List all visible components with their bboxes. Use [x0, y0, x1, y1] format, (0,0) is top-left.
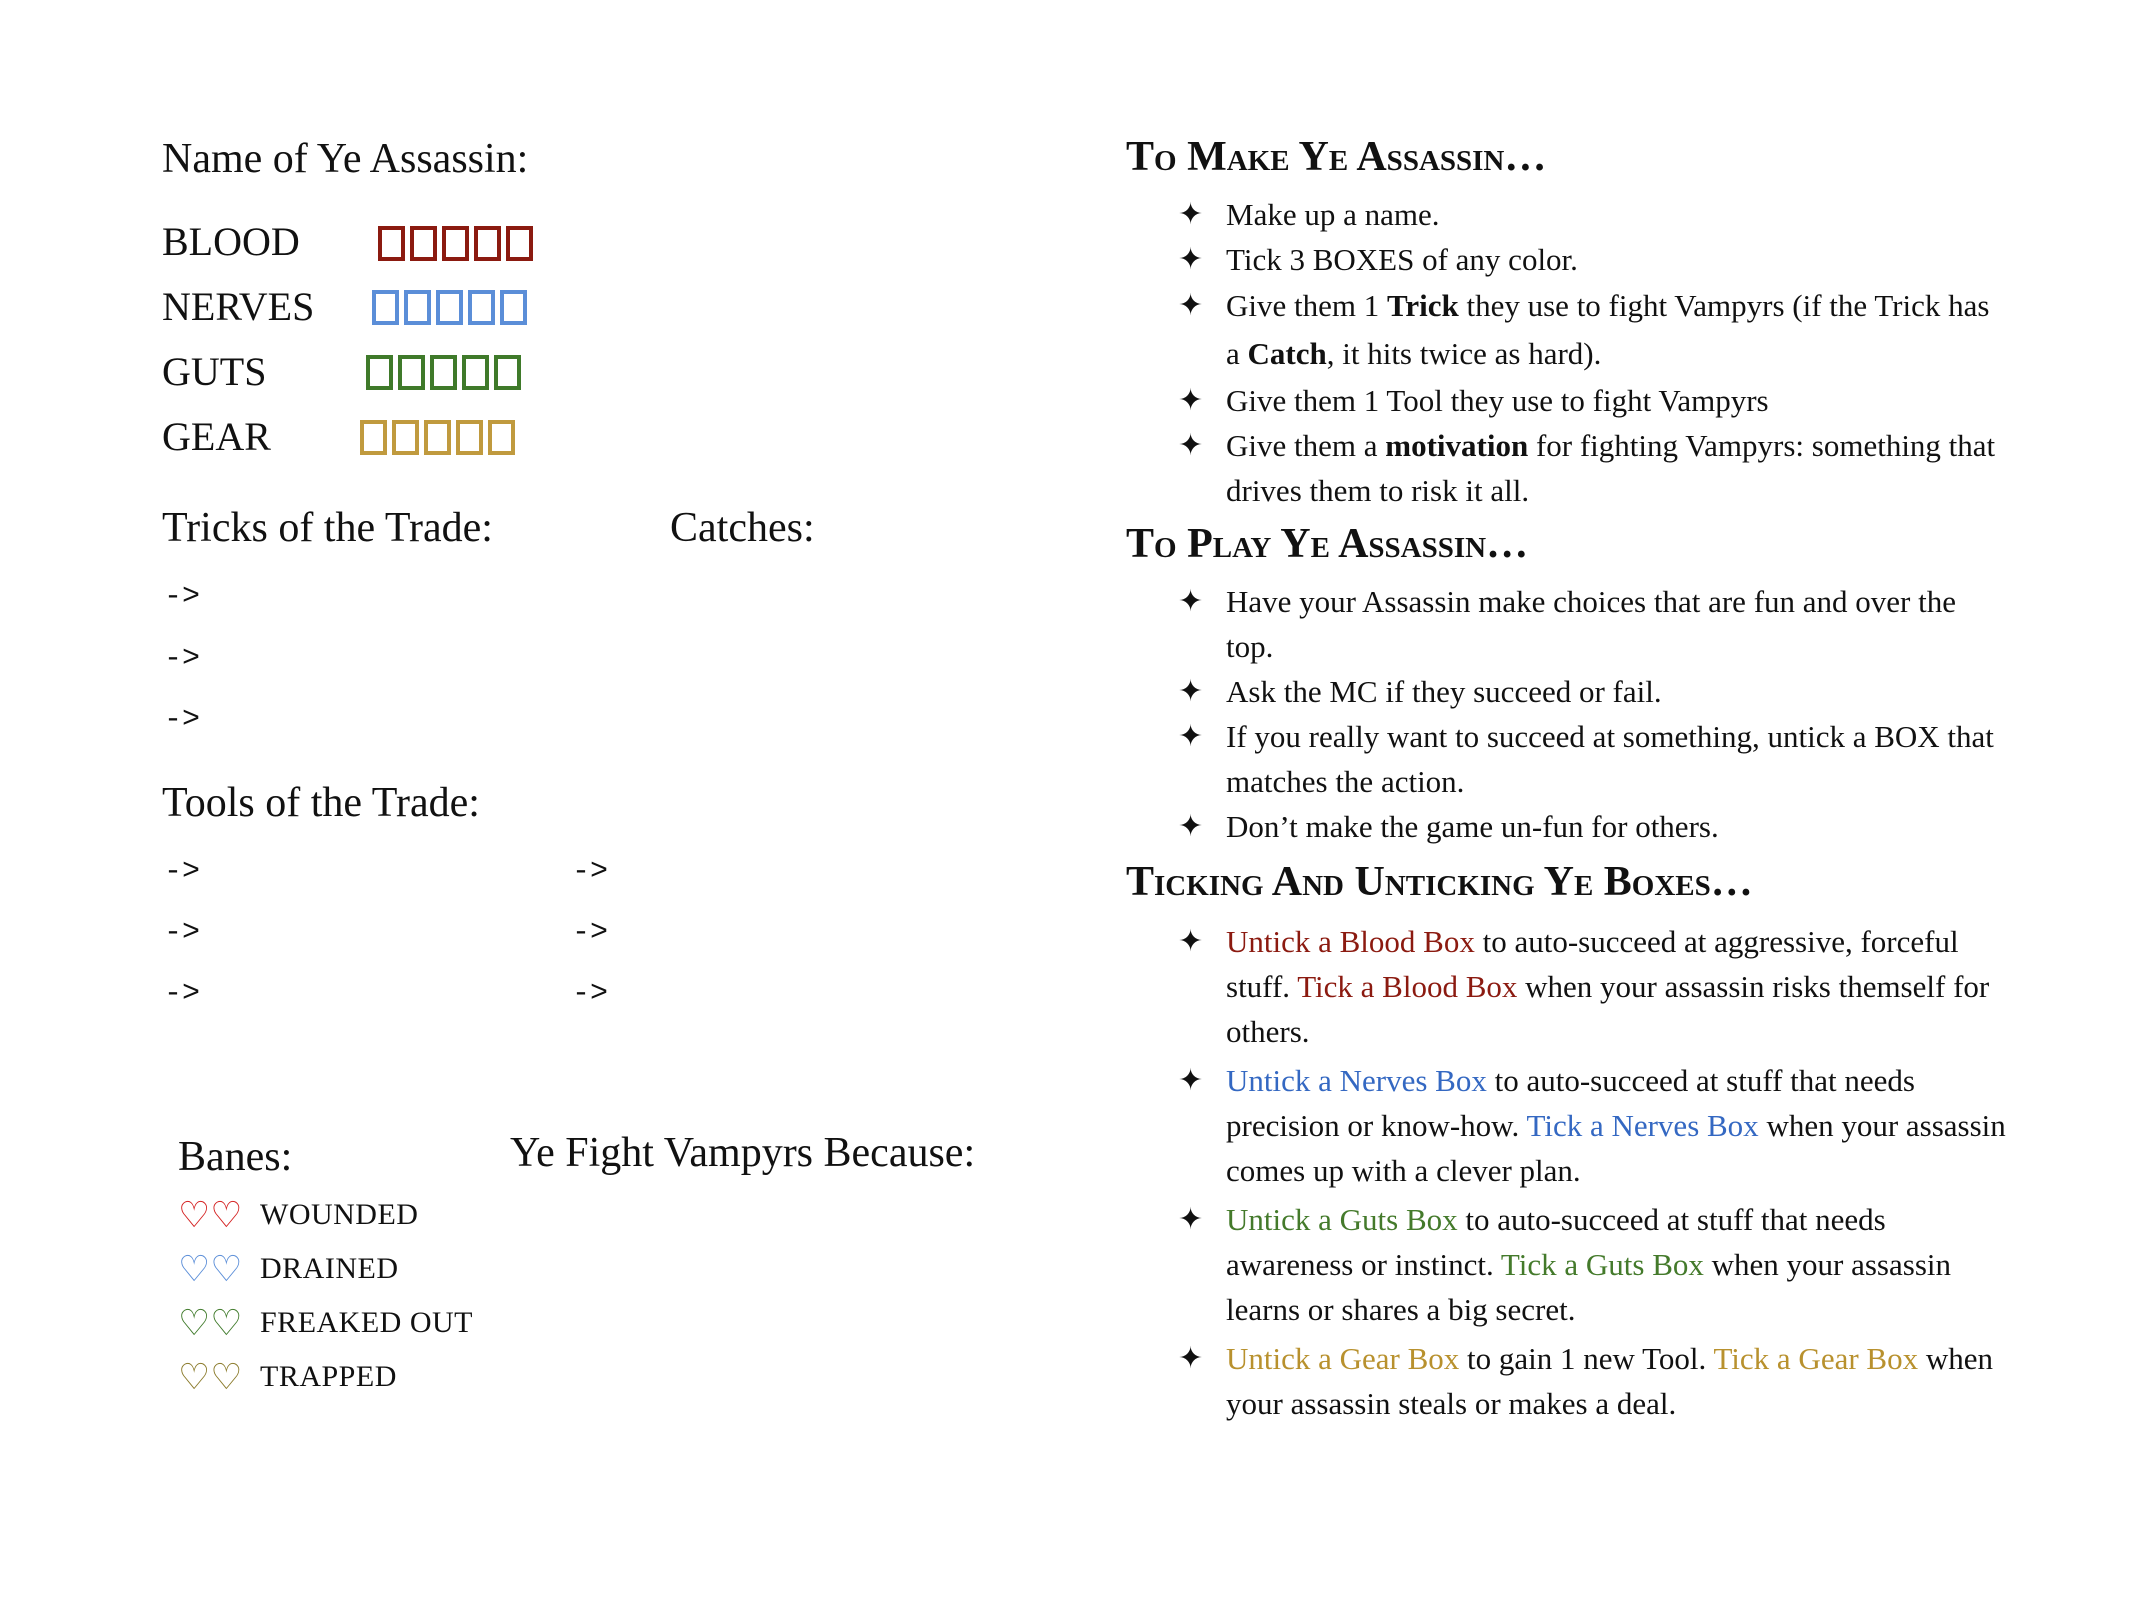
blood-box[interactable] [506, 226, 533, 261]
nerves-box[interactable] [468, 290, 495, 325]
list-item: ✦ Make up a name. [1126, 192, 2006, 237]
tools-heading: Tools of the Trade: [162, 780, 480, 826]
tick-list [1126, 919, 2006, 1426]
guts-box[interactable] [462, 355, 489, 390]
star-bullet-icon: ✦ [1178, 383, 1204, 418]
tick-heading: Ticking And Unticking Ye Boxes… [1126, 859, 1753, 905]
list-item: ✦ If you really want to succeed at something, untick a BOX that matches the action. [1126, 714, 2006, 804]
nerves-box[interactable] [404, 290, 431, 325]
list-item: ✦ Untick a Nerves Box to auto-succeed at stuff that needs precision or know-how. Tick a Nerves Box when your assassin comes up with a clever plan. [1126, 1058, 2006, 1193]
guts-box[interactable] [366, 355, 393, 390]
blood-box[interactable] [474, 226, 501, 261]
bane-label: FREAKED OUT [260, 1306, 473, 1339]
make-list [1126, 192, 2006, 513]
tool-arrow: -> [164, 977, 201, 1011]
heart-icon[interactable]: ♡♡ [178, 1302, 243, 1344]
play-heading: To Play Ye Assassin… [1126, 521, 1529, 567]
make-heading: To Make Ye Assassin… [1126, 134, 1547, 180]
bane-drained[interactable] [178, 1242, 473, 1296]
nerves-box[interactable] [500, 290, 527, 325]
stat-label-guts: GUTS [162, 349, 267, 394]
star-bullet-icon: ✦ [1178, 428, 1204, 463]
trick-arrow: -> [164, 580, 201, 614]
list-item: ✦ Give them a motivation for fighting Vampyrs: something that drives them to risk it all. [1126, 423, 2006, 513]
guts-box[interactable] [398, 355, 425, 390]
trick-arrow: -> [164, 703, 201, 737]
trick-arrow: -> [164, 642, 201, 676]
guts-boxes[interactable] [366, 355, 521, 390]
list-item: ✦ Ask the MC if they succeed or fail. [1126, 669, 2006, 714]
stat-label-blood: BLOOD [162, 219, 300, 264]
rules-column [1126, 136, 2006, 1426]
gear-box[interactable] [488, 420, 515, 455]
banes-heading: Banes: [178, 1134, 293, 1180]
blood-box[interactable] [410, 226, 437, 261]
name-label: Name of Ye Assassin: [162, 136, 529, 182]
bane-wounded[interactable] [178, 1188, 473, 1242]
nerves-boxes[interactable] [372, 290, 527, 325]
stat-label-gear: GEAR [162, 414, 271, 459]
list-item: ✦ Give them 1 Trick they use to fight Vampyrs (if the Trick has a Catch, it hits twice as hard). [1126, 282, 2006, 378]
list-item: ✦ Have your Assassin make choices that are fun and over the top. [1126, 579, 2006, 669]
bane-trapped[interactable] [178, 1350, 473, 1404]
list-item: ✦ Tick 3 BOXES of any color. [1126, 237, 2006, 282]
blood-box[interactable] [378, 226, 405, 261]
star-bullet-icon: ✦ [1178, 719, 1204, 754]
gear-box[interactable] [456, 420, 483, 455]
bane-freaked-out[interactable] [178, 1296, 473, 1350]
heart-icon[interactable]: ♡♡ [178, 1248, 243, 1290]
tool-arrow: -> [164, 855, 201, 889]
nerves-box[interactable] [436, 290, 463, 325]
gear-box[interactable] [360, 420, 387, 455]
star-bullet-icon: ✦ [1178, 288, 1204, 323]
bane-label: TRAPPED [260, 1360, 397, 1393]
nerves-box[interactable] [372, 290, 399, 325]
star-bullet-icon: ✦ [1178, 924, 1204, 959]
bane-label: WOUNDED [260, 1198, 419, 1231]
stat-label-nerves: NERVES [162, 284, 315, 329]
star-bullet-icon: ✦ [1178, 674, 1204, 709]
list-item: ✦ Give them 1 Tool they use to fight Vampyrs [1126, 378, 2006, 423]
guts-box[interactable] [430, 355, 457, 390]
list-item: ✦ Untick a Gear Box to gain 1 new Tool. Tick a Gear Box when your assassin steals or makes a deal. [1126, 1336, 2006, 1426]
tricks-heading: Tricks of the Trade: [162, 505, 493, 551]
tool-arrow: -> [572, 855, 609, 889]
catches-heading: Catches: [670, 505, 815, 551]
heart-icon[interactable]: ♡♡ [178, 1194, 243, 1236]
star-bullet-icon: ✦ [1178, 809, 1204, 844]
star-bullet-icon: ✦ [1178, 1063, 1204, 1098]
list-item: ✦ Untick a Guts Box to auto-succeed at stuff that needs awareness or instinct. Tick a Guts Box when your assassin learns or shares a big secret. [1126, 1197, 2006, 1332]
tool-arrow: -> [572, 916, 609, 950]
gear-box[interactable] [424, 420, 451, 455]
list-item: ✦ Untick a Blood Box to auto-succeed at aggressive, forceful stuff. Tick a Blood Box when your assassin risks themself for others. [1126, 919, 2006, 1054]
heart-icon[interactable]: ♡♡ [178, 1356, 243, 1398]
star-bullet-icon: ✦ [1178, 1341, 1204, 1376]
tool-arrow: -> [572, 977, 609, 1011]
star-bullet-icon: ✦ [1178, 197, 1204, 232]
star-bullet-icon: ✦ [1178, 242, 1204, 277]
fight-reason-heading: Ye Fight Vampyrs Because: [510, 1130, 976, 1176]
banes-list [178, 1188, 473, 1404]
tool-arrow: -> [164, 916, 201, 950]
play-list [1126, 579, 2006, 849]
blood-boxes[interactable] [378, 226, 533, 261]
star-bullet-icon: ✦ [1178, 1202, 1204, 1237]
gear-box[interactable] [392, 420, 419, 455]
list-item: ✦ Don’t make the game un-fun for others. [1126, 804, 2006, 849]
star-bullet-icon: ✦ [1178, 584, 1204, 619]
gear-boxes[interactable] [360, 420, 515, 455]
blood-box[interactable] [442, 226, 469, 261]
bane-label: DRAINED [260, 1252, 399, 1285]
guts-box[interactable] [494, 355, 521, 390]
